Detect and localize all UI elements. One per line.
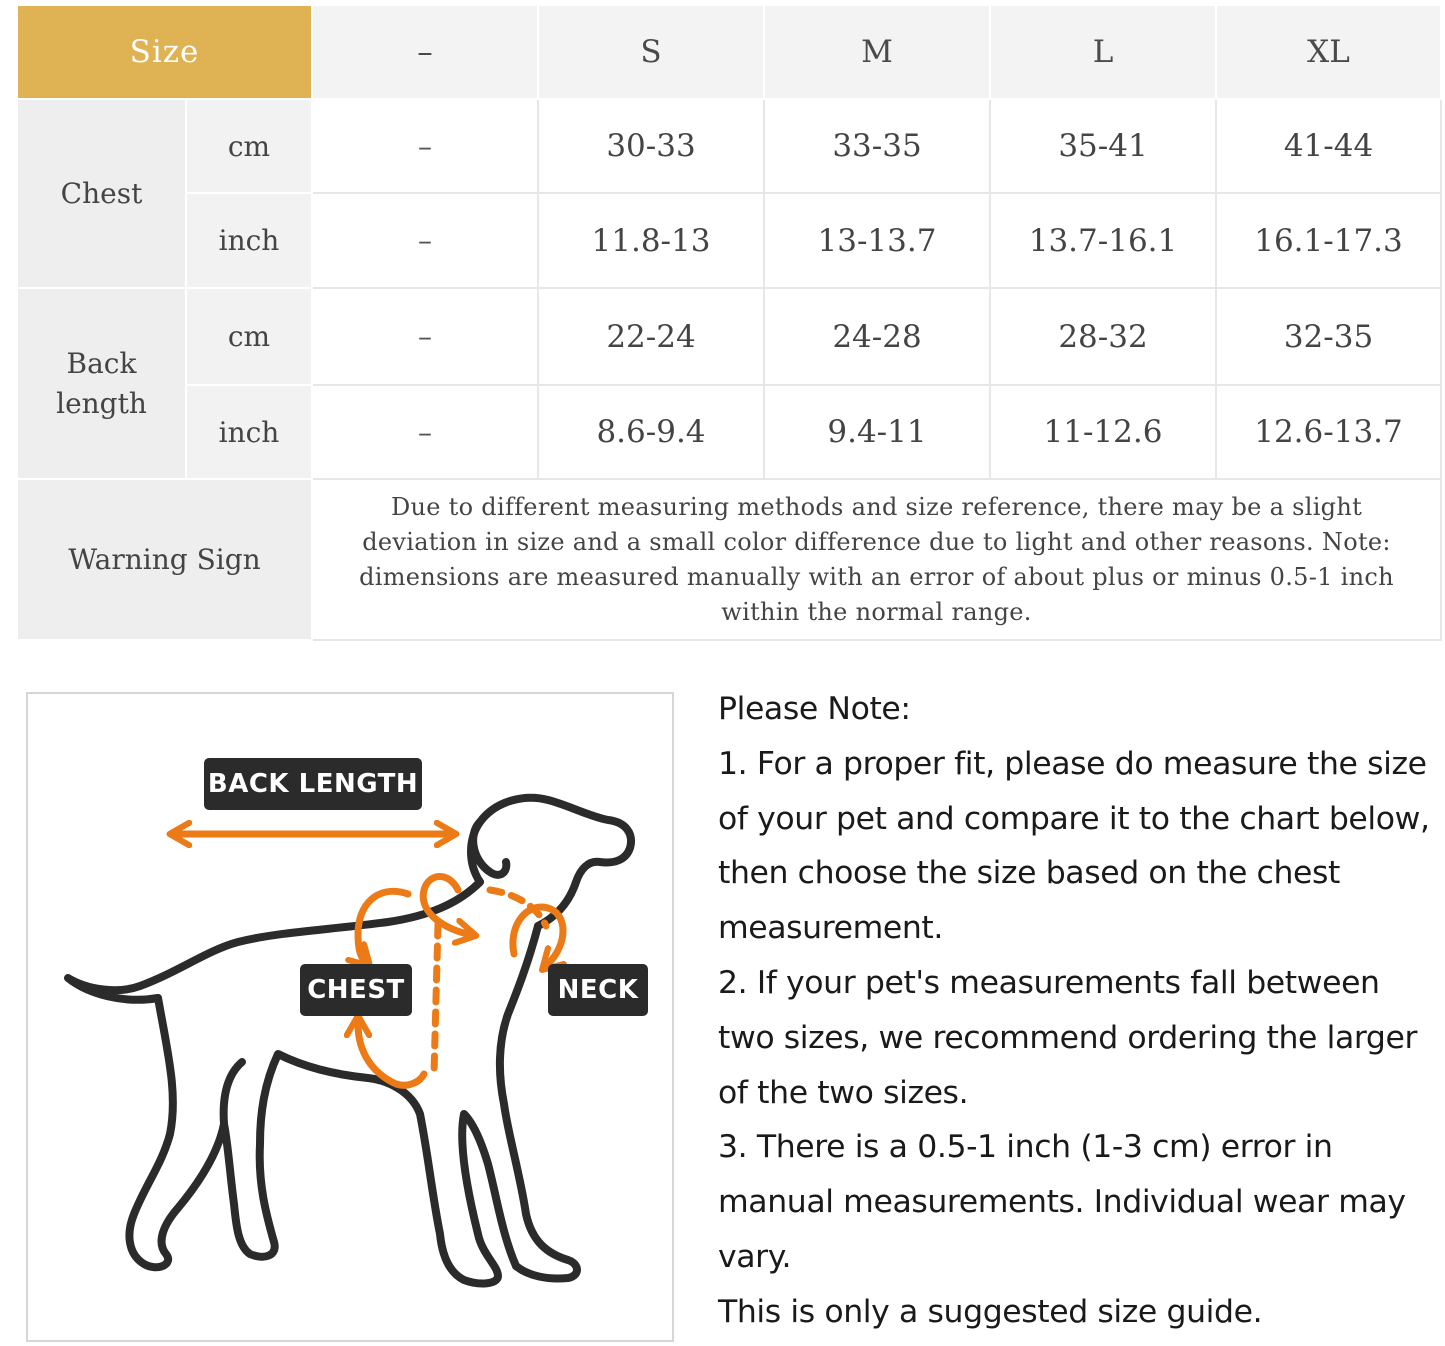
- back-cm-unit: cm: [186, 288, 312, 385]
- size-chart-table: [16, 4, 1442, 641]
- chest-cm-s: 30-33: [538, 99, 764, 193]
- back-cm-m: 24-28: [764, 288, 990, 385]
- back-inch-dash: –: [312, 385, 538, 479]
- table-row: [17, 479, 1441, 640]
- note-item-2: 2. If your pet's measurements fall between two sizes, we recommend ordering the larger of the two sizes.: [718, 964, 1418, 1111]
- chest-cm-dash: –: [312, 99, 538, 193]
- chest-inch-xl: 16.1-17.3: [1216, 193, 1441, 288]
- table-row: [17, 288, 1441, 385]
- notes-title: Please Note:: [718, 691, 911, 727]
- chest-cm-unit: cm: [186, 99, 312, 193]
- back-length-label: [17, 288, 186, 479]
- back-inch-unit: inch: [186, 385, 312, 479]
- chest-inch-dash: –: [312, 193, 538, 288]
- table-header-row: [17, 5, 1441, 99]
- header-size-l: L: [990, 5, 1216, 99]
- chest-tag: CHEST: [300, 964, 412, 1016]
- back-inch-s: 8.6-9.4: [538, 385, 764, 479]
- back-cm-dash: –: [312, 288, 538, 385]
- back-cm-s: 22-24: [538, 288, 764, 385]
- dog-measurement-diagram: [26, 692, 674, 1342]
- chest-inch-m: 13-13.7: [764, 193, 990, 288]
- table-row: [17, 193, 1441, 288]
- neck-tag: NECK: [548, 964, 648, 1016]
- table-row: [17, 385, 1441, 479]
- header-size-s: S: [538, 5, 764, 99]
- back-inch-l: 11-12.6: [990, 385, 1216, 479]
- back-cm-xl: 32-35: [1216, 288, 1441, 385]
- warning-sign-text: Due to different measuring methods and size reference, there may be a slight deviation in size and a small color difference due to light and other reasons. Note: dimensions are measured manually with an error of about plus or minus 0.5-1 inch within the normal range.: [312, 479, 1441, 640]
- header-size-xl: XL: [1216, 5, 1441, 99]
- header-dash: –: [312, 5, 538, 99]
- chest-label: Chest: [17, 99, 186, 288]
- chest-cm-xl: 41-44: [1216, 99, 1441, 193]
- back-length-tag: BACK LENGTH: [204, 758, 422, 810]
- back-cm-l: 28-32: [990, 288, 1216, 385]
- header-size-m: M: [764, 5, 990, 99]
- back-length-label-line1: Back: [66, 346, 137, 380]
- chest-inch-l: 13.7-16.1: [990, 193, 1216, 288]
- chest-cm-l: 35-41: [990, 99, 1216, 193]
- chest-inch-unit: inch: [186, 193, 312, 288]
- chest-dashed-line: [434, 924, 438, 1074]
- note-item-1: 1. For a proper fit, please do measure the size of your pet and compare it to the chart below, then choose the size based on the chest measurement.: [718, 745, 1430, 947]
- chest-cm-m: 33-35: [764, 99, 990, 193]
- chest-inch-s: 11.8-13: [538, 193, 764, 288]
- back-inch-m: 9.4-11: [764, 385, 990, 479]
- table-row: [17, 99, 1441, 193]
- note-item-3: 3. There is a 0.5-1 inch (1-3 cm) error in manual measurements. Individual wear may vary.: [718, 1129, 1406, 1275]
- back-inch-xl: 12.6-13.7: [1216, 385, 1441, 479]
- please-note-section: [718, 682, 1433, 1340]
- size-header: Size: [17, 5, 312, 99]
- dog-outline: [68, 798, 631, 1284]
- notes-footer: This is only a suggested size guide.: [718, 1293, 1263, 1330]
- warning-sign-label: Warning Sign: [17, 479, 312, 640]
- back-length-label-line2: length: [56, 386, 147, 420]
